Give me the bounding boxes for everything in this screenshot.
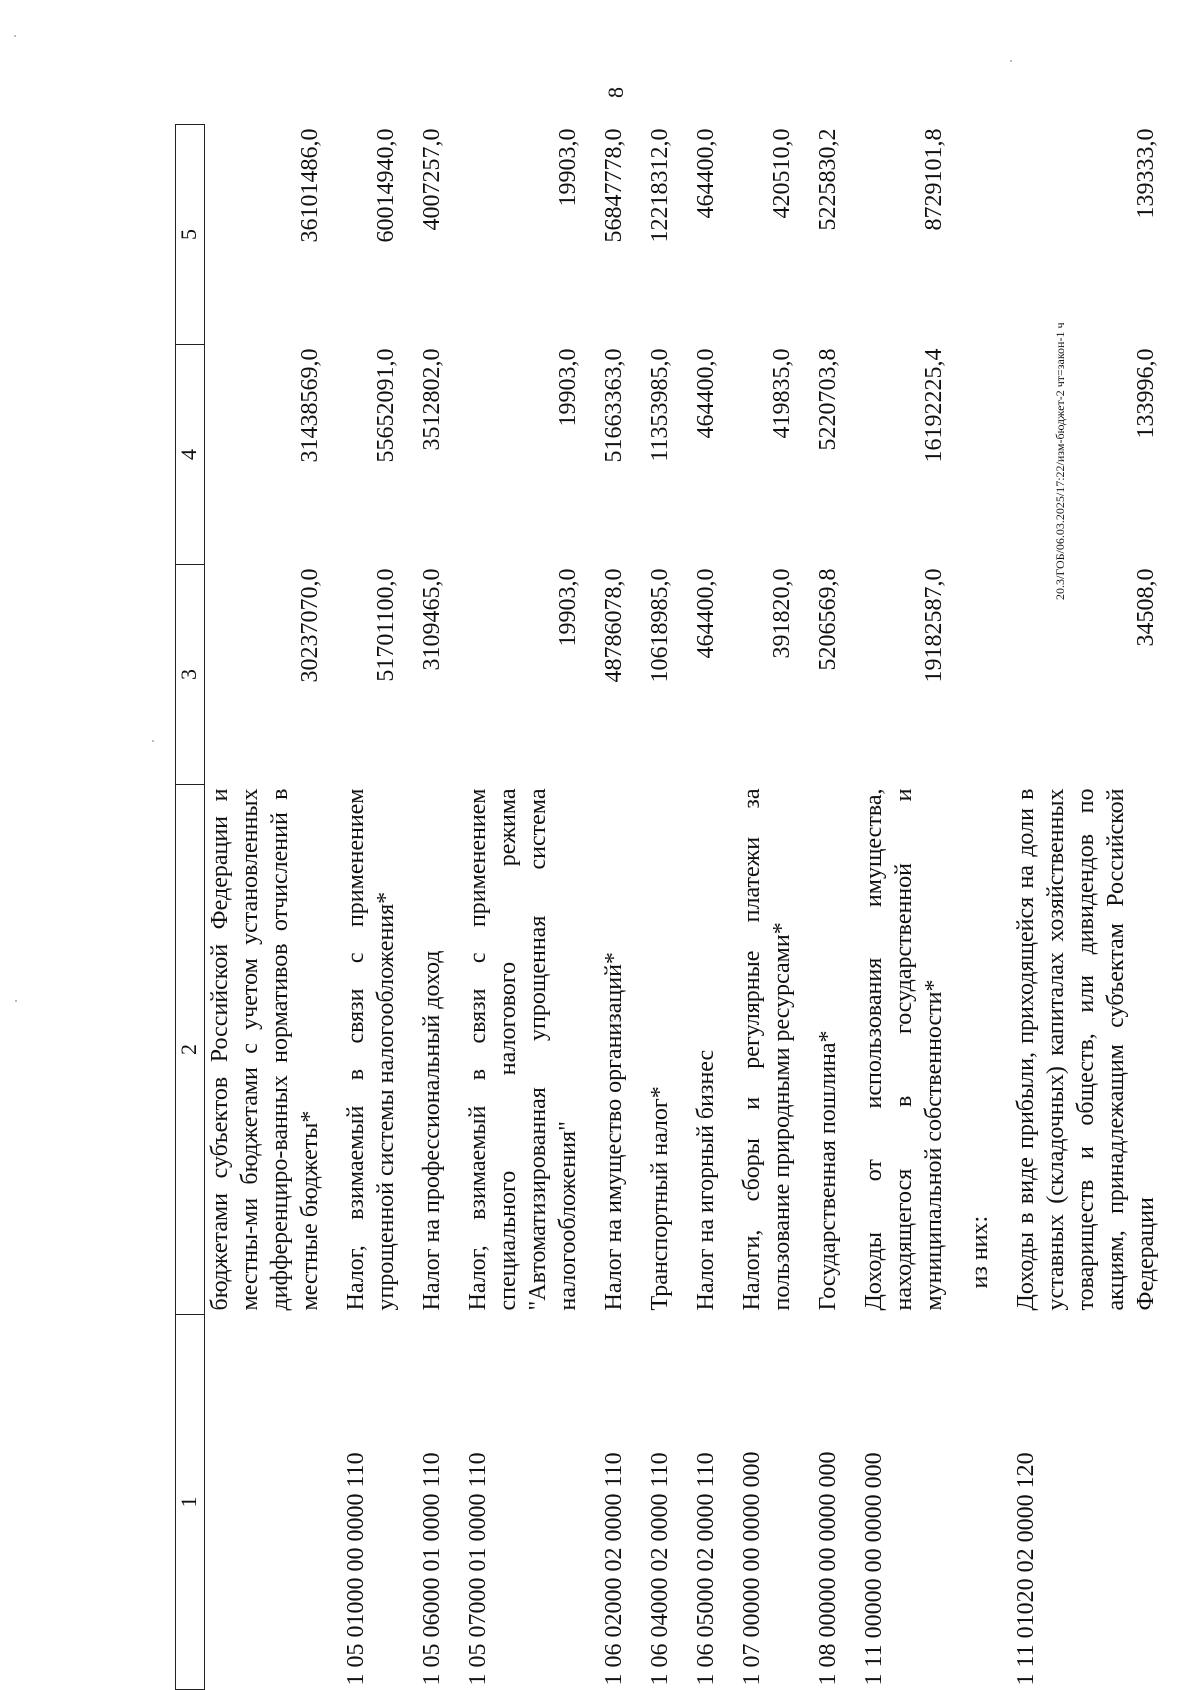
row-value-col4: 31438569,0 (297, 348, 323, 463)
header-cell: 2 (176, 785, 205, 1315)
row-value-col4: 133996,0 (1133, 348, 1159, 439)
table-row (843, 125, 949, 1690)
row-value-col5: 4007257,0 (419, 128, 445, 231)
row-value-col3: 34508,0 (1133, 568, 1159, 647)
row-value-col5: 19903,0 (555, 128, 581, 207)
table-row (629, 125, 675, 1690)
row-value-col4: 55652091,0 (373, 348, 399, 463)
row-value-col4: 16192225,4 (921, 348, 947, 463)
row-value-col3: 5206569,8 (815, 568, 841, 671)
row-value-col3: 19182587,0 (921, 568, 947, 683)
row-value-col5: 56847778,0 (601, 128, 627, 243)
table-row (205, 125, 326, 1690)
row-name: бюджетами субъектов Российской Федерации и местны-ми бюджетами с учетом установленных дифференциро-ванных нормативов отчислений в местные бюджеты* (207, 788, 323, 1311)
row-name: Транспортный налог* (647, 1086, 673, 1311)
scan-speck (152, 740, 154, 742)
row-value-col5: 139333,0 (1133, 128, 1159, 219)
row-value-col5: 8729101,8 (921, 128, 947, 231)
row-code: 1 07 00000 00 0000 000 (739, 1451, 765, 1686)
row-value-col4: 5220703,8 (815, 348, 841, 451)
table-row (995, 125, 1161, 1690)
row-name: Налог, взимаемый в связи с применением специального налогового режима "Автоматизированная упрощенная система налогообложения" (465, 788, 581, 1311)
row-name: Налог, взимаемый в связи с применением упрощенной системы налогообложения* (343, 788, 399, 1311)
table-row (949, 125, 995, 1690)
row-value-col4: 419835,0 (769, 348, 795, 439)
row-value-col5: 420510,0 (769, 128, 795, 219)
row-name: Налог на профессиональный доход (419, 950, 445, 1311)
row-code: 1 05 06000 01 0000 110 (419, 1452, 445, 1686)
row-code: 1 05 07000 01 0000 110 (465, 1452, 491, 1686)
row-code: 1 06 05000 02 0000 110 (693, 1452, 719, 1686)
row-name: Налоги, сборы и регулярные платежи за пользование природными ресурсами* (739, 788, 795, 1311)
table-row (797, 125, 843, 1690)
row-value-col3: 48786078,0 (601, 568, 627, 683)
revenue-table (175, 124, 1161, 1690)
row-code (205, 1315, 326, 1690)
table-row (583, 125, 629, 1690)
page-number: 8 (603, 87, 628, 98)
row-value-col3: 19903,0 (555, 568, 581, 647)
row-value-col5 (949, 125, 995, 345)
table-row (401, 125, 447, 1690)
row-name: Государственная пошлина* (815, 1030, 841, 1311)
row-code: 1 08 00000 00 0000 000 (815, 1451, 841, 1686)
table-row (447, 125, 583, 1690)
row-code: 1 11 01020 02 0000 120 (1013, 1452, 1039, 1686)
row-value-col4: 19903,0 (555, 348, 581, 427)
row-value-col4: 11353985,0 (647, 348, 673, 462)
row-value-col5: 36101486,0 (297, 128, 323, 243)
table-row (675, 125, 721, 1690)
row-value-col4 (949, 345, 995, 565)
row-code: 1 05 01000 00 0000 110 (343, 1452, 369, 1686)
header-cell: 4 (176, 345, 205, 565)
row-value-col3: 10618985,0 (647, 568, 673, 683)
row-code: 1 11 00000 00 0000 000 (861, 1452, 887, 1686)
row-value-col3: 51701100,0 (373, 568, 399, 682)
row-value-col4: 464400,0 (693, 348, 719, 439)
row-name: Доходы от использования имущества, находящегося в государственной и муниципальной собственности* (861, 788, 947, 1311)
row-value-col3: 3109465,0 (419, 568, 445, 671)
row-value-col3: 464400,0 (693, 568, 719, 659)
row-value-col3 (949, 565, 995, 785)
document-footer-stamp: 20.3/ГОБ/06.03.2025/17:22/изм-бюджет-2 чт=закон-1 ч (1053, 322, 1067, 600)
scan-speck (1010, 60, 1012, 62)
row-name: Налог на игорный бизнес (693, 1049, 719, 1311)
scan-speck (14, 35, 16, 37)
row-name: Доходы в виде прибыли, приходящейся на доли в уставных (складочных) капиталах хозяйственных товариществ и обществ, или дивидендов по акциям, принадлежащим субъектам Российской Федерации (1013, 788, 1159, 1311)
row-value-col5: 60014940,0 (373, 128, 399, 243)
row-name: из них: (967, 1215, 993, 1289)
row-code (949, 1315, 995, 1690)
rotated-content (175, 87, 1159, 1690)
header-cell: 5 (176, 125, 205, 345)
row-code: 1 06 02000 02 0000 110 (601, 1452, 627, 1686)
row-value-col4: 51663363,0 (601, 348, 627, 463)
row-value-col5: 464400,0 (693, 128, 719, 219)
row-code: 1 06 04000 02 0000 110 (647, 1452, 673, 1686)
scan-speck (15, 1000, 17, 1002)
row-value-col5: 5225830,2 (815, 128, 841, 231)
row-value-col5: 12218312,0 (647, 128, 673, 243)
row-value-col4: 3512802,0 (419, 348, 445, 451)
row-value-col3: 30237070,0 (297, 568, 323, 683)
table-row (721, 125, 797, 1690)
header-cell: 3 (176, 565, 205, 785)
table-header-row (176, 125, 205, 1690)
header-cell: 1 (176, 1315, 205, 1690)
row-value-col3: 391820,0 (769, 568, 795, 659)
row-name: Налог на имущество организаций* (601, 952, 627, 1311)
table-row (325, 125, 401, 1690)
